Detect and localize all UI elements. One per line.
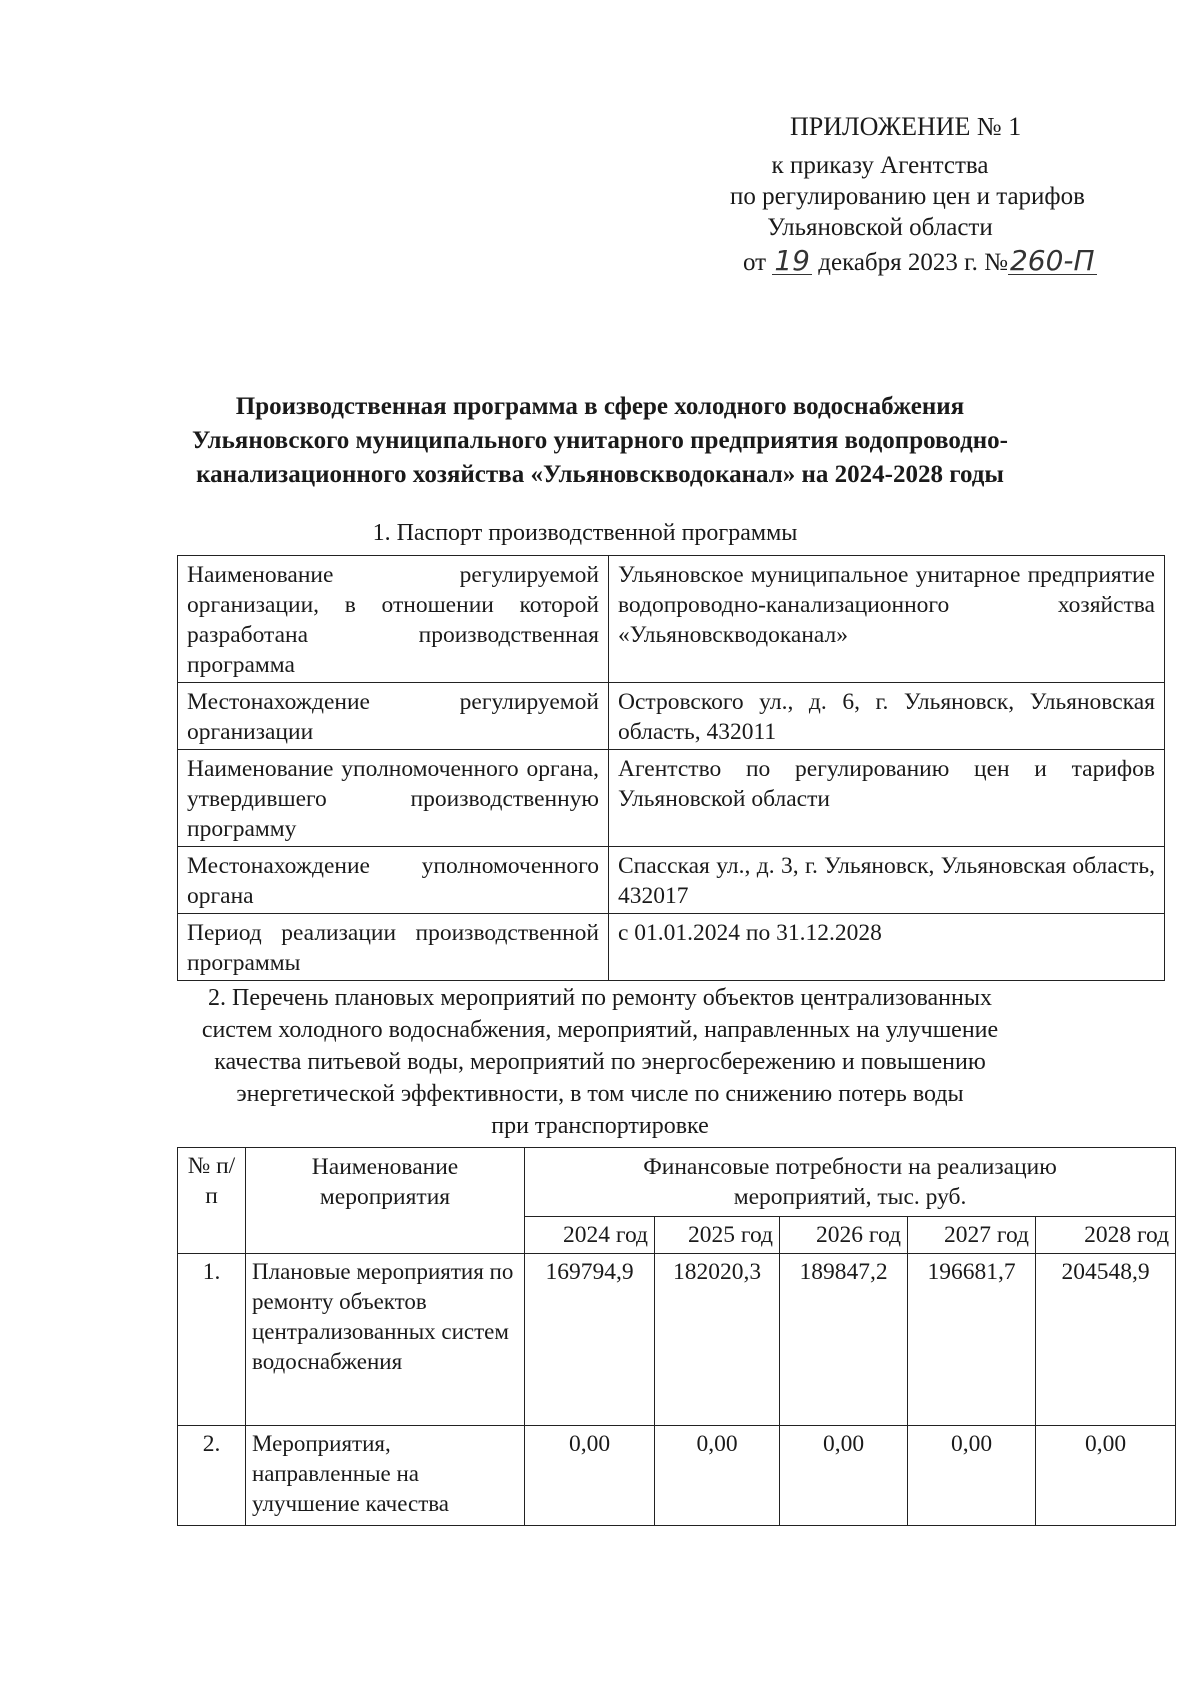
row-number: 1. — [178, 1254, 246, 1426]
passport-key: Наименование регулируемой организации, в отношении которой разработана производственная программа — [178, 556, 609, 683]
measures-table — [177, 1147, 1176, 1526]
passport-value: Ульяновское муниципальное унитарное предприятие водопроводно-канализационного хозяйства «Ульяновскводоканал» — [609, 556, 1165, 683]
table-row — [178, 914, 1165, 981]
col-header-year: 2024 год — [525, 1217, 655, 1254]
order-date-line — [743, 244, 1163, 278]
passport-value: Спасская ул., д. 3, г. Ульяновск, Ульяновская область, 432017 — [609, 847, 1165, 914]
col-header-financing: Финансовые потребности на реализацию мероприятий, тыс. руб. — [525, 1148, 1176, 1217]
table-row — [178, 847, 1165, 914]
order-ref-line-2: по регулированию цен и тарифов — [730, 183, 1085, 210]
row-value: 0,00 — [1036, 1426, 1176, 1526]
table-header-row — [178, 1148, 1176, 1217]
section-2-title-line: качества питьевой воды, мероприятий по энергосбережению и повышению — [214, 1049, 986, 1075]
row-value: 196681,7 — [908, 1254, 1036, 1426]
passport-key: Местонахождение уполномоченного органа — [178, 847, 609, 914]
col-header-number: № п/п — [178, 1148, 246, 1254]
section-2-title — [160, 982, 1040, 1142]
table-row — [178, 750, 1165, 847]
row-name: Мероприятия, направленные на улучшение качества — [246, 1426, 525, 1526]
row-value: 0,00 — [908, 1426, 1036, 1526]
col-header-year: 2027 год — [908, 1217, 1036, 1254]
order-ref-line-3: Ульяновской области — [767, 214, 993, 241]
row-value: 204548,9 — [1036, 1254, 1176, 1426]
col-header-year: 2025 год — [655, 1217, 780, 1254]
order-ref-line-1: к приказу Агентства — [771, 152, 989, 179]
table-row — [178, 556, 1165, 683]
section-1-title: 1. Паспорт производственной программы — [372, 520, 798, 546]
handwritten-number: 260-П — [1009, 244, 1095, 277]
handwritten-day: 19 — [774, 244, 810, 277]
title-line-3: канализационного хозяйства «Ульяновскводоканал» на 2024-2028 годы — [196, 461, 1004, 488]
section-2-title-line: энергетической эффективности, в том числе по снижению потерь воды — [236, 1081, 964, 1107]
date-rest: декабря 2023 г. № — [818, 249, 1008, 276]
passport-value: Агентство по регулированию цен и тарифов Ульяновской области — [609, 750, 1165, 847]
row-number: 2. — [178, 1426, 246, 1526]
passport-key: Наименование уполномоченного органа, утвердившего производственную программу — [178, 750, 609, 847]
passport-value: Островского ул., д. 6, г. Ульяновск, Ульяновская область, 432011 — [609, 683, 1165, 750]
col-header-year: 2026 год — [780, 1217, 908, 1254]
row-value: 0,00 — [655, 1426, 780, 1526]
col-header-year: 2028 год — [1036, 1217, 1176, 1254]
row-value: 0,00 — [780, 1426, 908, 1526]
table-row — [178, 1254, 1176, 1426]
row-name: Плановые мероприятия по ремонту объектов централизованных систем водоснабжения — [246, 1254, 525, 1426]
passport-value: с 01.01.2024 по 31.12.2028 — [609, 914, 1165, 981]
passport-table — [177, 555, 1165, 981]
row-value: 182020,3 — [655, 1254, 780, 1426]
section-2-title-line: систем холодного водоснабжения, мероприятий, направленных на улучшение — [201, 1017, 999, 1043]
appendix-heading: ПРИЛОЖЕНИЕ № 1 — [790, 112, 1022, 141]
table-row — [178, 1426, 1176, 1526]
title-line-1: Производственная программа в сфере холодного водоснабжения — [235, 393, 965, 420]
table-row — [178, 683, 1165, 750]
row-value: 169794,9 — [525, 1254, 655, 1426]
section-2-title-line: при транспортировке — [491, 1113, 709, 1139]
date-prefix: от — [743, 249, 767, 276]
section-2-title-line: 2. Перечень плановых мероприятий по ремонту объектов централизованных — [208, 985, 992, 1011]
row-value: 189847,2 — [780, 1254, 908, 1426]
document-title — [150, 390, 1050, 492]
passport-key: Местонахождение регулируемой организации — [178, 683, 609, 750]
passport-key: Период реализации производственной программы — [178, 914, 609, 981]
row-value: 0,00 — [525, 1426, 655, 1526]
col-header-name: Наименование мероприятия — [246, 1148, 525, 1254]
title-line-2: Ульяновского муниципального унитарного предприятия водопроводно- — [192, 427, 1008, 454]
